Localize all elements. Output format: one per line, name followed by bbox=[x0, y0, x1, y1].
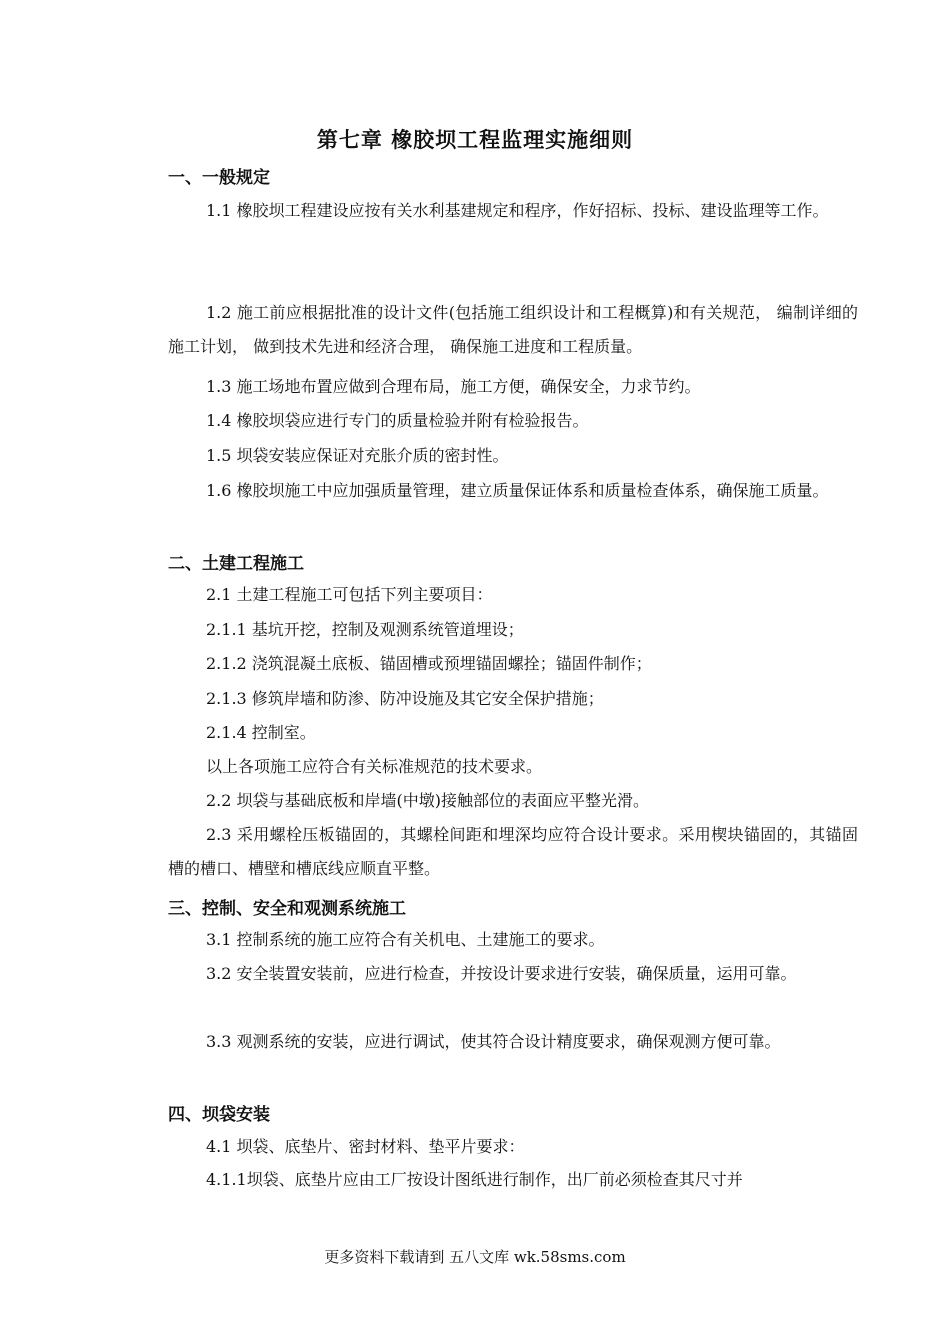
paragraph-1-4: 1.4 橡胶坝袋应进行专门的质量检验并附有检验报告。 bbox=[206, 411, 589, 430]
section-heading-civil: 二、土建工程施工 bbox=[168, 554, 304, 574]
section-heading-installation: 四、坝袋安装 bbox=[168, 1105, 270, 1125]
paragraph-2-3: 2.3 采用螺栓压板锚固的，其螺栓间距和埋深均应符合设计要求。采用楔块锚固的，其锚固槽的槽口、槽壁和槽底线应顺直平整。 bbox=[168, 825, 858, 878]
paragraph-1-2: 1.2 施工前应根据批准的设计文件(包括施工组织设计和工程概算)和有关规范， 编制详细的施工计划， 做到技术先进和经济合理， 确保施工进度和工程质量。 bbox=[168, 303, 858, 356]
paragraph-4-1-1: 4.1.1坝袋、底垫片应由工厂按设计图纸进行制作，出厂前必须检查其尺寸并 bbox=[206, 1170, 743, 1189]
paragraph-2-2: 2.2 坝袋与基础底板和岸墙(中墩)接触部位的表面应平整光滑。 bbox=[206, 791, 650, 810]
paragraph-2-1-3: 2.1.3 修筑岸墙和防渗、防冲设施及其它安全保护措施； bbox=[206, 689, 604, 708]
page-title: 第七章 橡胶坝工程监理实施细则 bbox=[316, 128, 634, 152]
paragraph-3-1: 3.1 控制系统的施工应符合有关机电、土建施工的要求。 bbox=[206, 930, 605, 949]
paragraph-1-6: 1.6 橡胶坝施工中应加强质量管理，建立质量保证体系和质量检查体系，确保施工质量。 bbox=[206, 481, 829, 500]
paragraph-2-1-1: 2.1.1 基坑开挖，控制及观测系统管道埋设； bbox=[206, 620, 524, 639]
paragraph-1-3: 1.3 施工场地布置应做到合理布局，施工方便，确保安全，力求节约。 bbox=[206, 377, 701, 396]
section-heading-general: 一、一般规定 bbox=[168, 168, 270, 188]
paragraph-2-note: 以上各项施工应符合有关标准规范的技术要求。 bbox=[206, 757, 543, 776]
paragraph-2-1-4: 2.1.4 控制室。 bbox=[206, 723, 316, 742]
paragraph-1-5: 1.5 坝袋安装应保证对充胀介质的密封性。 bbox=[206, 446, 509, 465]
section-heading-control: 三、控制、安全和观测系统施工 bbox=[168, 899, 406, 919]
footer-link-text[interactable]: 更多资料下载请到 五八文库 wk.58sms.com bbox=[324, 1248, 626, 1266]
paragraph-1-1: 1.1 橡胶坝工程建设应按有关水利基建规定和程序，作好招标、投标、建设监理等工作。 bbox=[206, 201, 829, 220]
paragraph-3-2: 3.2 安全装置安装前，应进行检查，并按设计要求进行安装，确保质量，运用可靠。 bbox=[206, 964, 797, 983]
paragraph-2-1-2: 2.1.2 浇筑混凝土底板、锚固槽或预埋锚固螺拴；锚固件制作； bbox=[206, 654, 652, 673]
paragraph-4-1: 4.1 坝袋、底垫片、密封材料、垫平片要求： bbox=[206, 1137, 525, 1156]
paragraph-2-1: 2.1 土建工程施工可包括下列主要项目： bbox=[206, 585, 493, 604]
paragraph-3-3: 3.3 观测系统的安装，应进行调试，使其符合设计精度要求，确保观测方便可靠。 bbox=[206, 1032, 781, 1051]
